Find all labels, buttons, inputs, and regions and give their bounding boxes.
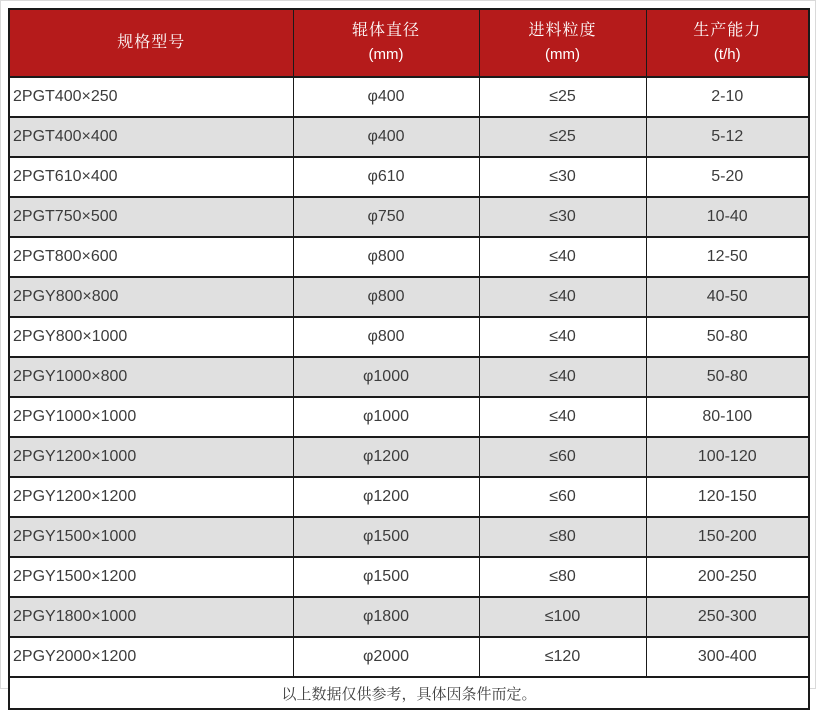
header-feed-size-title: 进料粒度 — [528, 22, 597, 39]
capacity-cell: 40-50 — [646, 277, 809, 317]
spec-table — [8, 8, 810, 710]
model-cell: 2PGT800×600 — [9, 237, 293, 277]
capacity-cell: 100-120 — [646, 437, 809, 477]
feed-size-cell: ≤60 — [479, 437, 646, 477]
model-cell: 2PGY1800×1000 — [9, 597, 293, 637]
header-feed-size — [479, 9, 646, 77]
table-row — [9, 597, 809, 637]
header-roller-diameter-unit: (mm) — [368, 46, 404, 63]
header-capacity-title: 生产能力 — [693, 22, 762, 39]
model-cell: 2PGY1500×1200 — [9, 557, 293, 597]
table-row — [9, 317, 809, 357]
header-model-title: 规格型号 — [117, 34, 186, 51]
feed-size-cell: ≤40 — [479, 317, 646, 357]
feed-size-cell: ≤60 — [479, 477, 646, 517]
diameter-cell: φ800 — [293, 277, 479, 317]
diameter-cell: φ1200 — [293, 437, 479, 477]
model-cell: 2PGY1200×1200 — [9, 477, 293, 517]
spec-table-header — [9, 9, 809, 77]
header-roller-diameter — [293, 9, 479, 77]
feed-size-cell: ≤40 — [479, 397, 646, 437]
table-row — [9, 357, 809, 397]
diameter-cell: φ1500 — [293, 517, 479, 557]
feed-size-cell: ≤100 — [479, 597, 646, 637]
footnote-text: 以上数据仅供参考，具体因条件而定。 — [9, 677, 809, 709]
diameter-cell: φ400 — [293, 117, 479, 157]
model-cell: 2PGY800×800 — [9, 277, 293, 317]
header-row — [9, 9, 809, 77]
model-cell: 2PGY800×1000 — [9, 317, 293, 357]
feed-size-cell: ≤25 — [479, 117, 646, 157]
feed-size-cell: ≤25 — [479, 77, 646, 117]
capacity-cell: 250-300 — [646, 597, 809, 637]
capacity-cell: 5-20 — [646, 157, 809, 197]
model-cell: 2PGY1200×1000 — [9, 437, 293, 477]
table-row — [9, 397, 809, 437]
header-capacity-unit: (t/h) — [713, 46, 741, 63]
capacity-cell: 80-100 — [646, 397, 809, 437]
table-row — [9, 477, 809, 517]
feed-size-cell: ≤80 — [479, 557, 646, 597]
header-feed-size-unit: (mm) — [545, 46, 580, 63]
header-roller-diameter-title: 辊体直径 — [351, 22, 420, 39]
model-cell: 2PGY1000×1000 — [9, 397, 293, 437]
table-row — [9, 237, 809, 277]
capacity-cell: 200-250 — [646, 557, 809, 597]
capacity-cell: 120-150 — [646, 477, 809, 517]
table-row — [9, 517, 809, 557]
feed-size-cell: ≤40 — [479, 237, 646, 277]
diameter-cell: φ1200 — [293, 477, 479, 517]
model-cell: 2PGY1000×800 — [9, 357, 293, 397]
capacity-cell: 300-400 — [646, 637, 809, 677]
footnote-row — [9, 677, 809, 709]
diameter-cell: φ800 — [293, 317, 479, 357]
table-row — [9, 437, 809, 477]
diameter-cell: φ1000 — [293, 357, 479, 397]
feed-size-cell: ≤40 — [479, 277, 646, 317]
capacity-cell: 50-80 — [646, 357, 809, 397]
capacity-cell: 10-40 — [646, 197, 809, 237]
capacity-cell: 5-12 — [646, 117, 809, 157]
diameter-cell: φ400 — [293, 77, 479, 117]
model-cell: 2PGT750×500 — [9, 197, 293, 237]
feed-size-cell: ≤30 — [479, 197, 646, 237]
feed-size-cell: ≤120 — [479, 637, 646, 677]
feed-size-cell: ≤40 — [479, 357, 646, 397]
model-cell: 2PGT610×400 — [9, 157, 293, 197]
diameter-cell: φ1500 — [293, 557, 479, 597]
diameter-cell: φ750 — [293, 197, 479, 237]
model-cell: 2PGT400×400 — [9, 117, 293, 157]
feed-size-cell: ≤30 — [479, 157, 646, 197]
table-row — [9, 557, 809, 597]
table-row — [9, 277, 809, 317]
model-cell: 2PGT400×250 — [9, 77, 293, 117]
table-row — [9, 117, 809, 157]
spec-table-footer — [9, 677, 809, 709]
feed-size-cell: ≤80 — [479, 517, 646, 557]
model-cell: 2PGY1500×1000 — [9, 517, 293, 557]
diameter-cell: φ1800 — [293, 597, 479, 637]
diameter-cell: φ2000 — [293, 637, 479, 677]
diameter-cell: φ800 — [293, 237, 479, 277]
header-capacity — [646, 9, 809, 77]
diameter-cell: φ610 — [293, 157, 479, 197]
capacity-cell: 50-80 — [646, 317, 809, 357]
spec-table-body — [9, 77, 809, 677]
capacity-cell: 12-50 — [646, 237, 809, 277]
spec-table-container — [1, 1, 815, 717]
capacity-cell: 2-10 — [646, 77, 809, 117]
table-row — [9, 637, 809, 677]
model-cell: 2PGY2000×1200 — [9, 637, 293, 677]
table-row — [9, 197, 809, 237]
table-row — [9, 77, 809, 117]
header-model — [9, 9, 293, 77]
diameter-cell: φ1000 — [293, 397, 479, 437]
capacity-cell: 150-200 — [646, 517, 809, 557]
table-row — [9, 157, 809, 197]
